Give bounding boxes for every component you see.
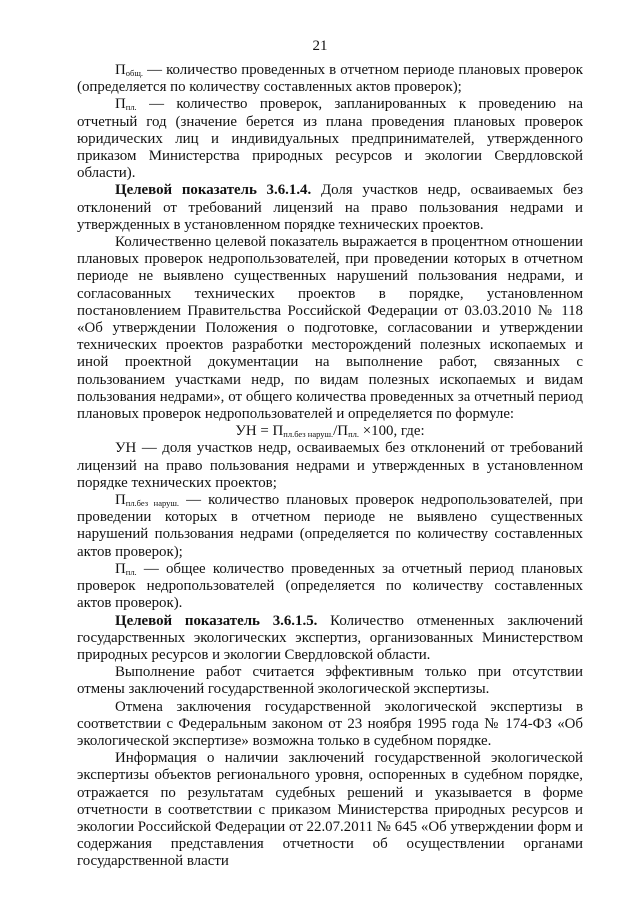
symbol-p: П [115,492,126,509]
indicator-title: Целевой показатель 3.6.1.4. [115,182,312,199]
information-paragraph: Информация о наличии заключений государственной экологической экспертизы объектов регионального уровня, оспоренных в судебном порядке, отражается по результатам судебных решений и указывается в форме отчетности в соответствии с приказом Министерства природных ресурсов и экологии Российской Федерации от 22.07.2011 № 645 «Об утверждении форм и содержания представления отчетности об осуществлении органами государственной власти [77,750,583,870]
formula-part: ×100, где: [359,423,425,440]
indicator-text: Количество отмененных заключений государственных экологических экспертиз, организованных Министерством природных ресурсов и экологии Свердловской области. [77,612,583,663]
symbol-subscript: пл. [125,566,137,577]
definition-text: — количество проверок, запланированных к проведению на отчетный год (значение берется из плана проведения плановых проверок юридических лиц и индивидуальных предпринимателей, утвержденного приказом Министерства природных ресурсов и экологии Свердловской области). [77,96,583,182]
definition-p-bez-narush [77,492,583,561]
performance-paragraph: Выполнение работ считается эффективным только при отсутствии отмены заключений государственной экологической экспертизы. [77,664,583,698]
definition-text: — общее количество проведенных за отчетный период плановых проверок недропользователей (определяется по количеству составленных актов проверок). [77,560,583,612]
formula-part: /П [333,423,349,440]
definition-p-pl-total [77,561,583,613]
formula-subscript: пл.без наруш. [283,429,334,440]
indicator-title: Целевой показатель 3.6.1.5. [115,612,318,629]
symbol-p: П [115,62,126,78]
indicator-3-6-1-5 [77,613,583,665]
definition-p-obsh [77,62,583,96]
symbol-p: П [115,96,126,113]
indicator-text: Доля участков недр, осваиваемых без отклонений от требований лицензий на право пользования недрами и утвержденных в установленном порядке технических проектов. [77,182,584,233]
symbol-subscript: пл. [125,102,137,113]
formula-part: УН = П [235,423,284,440]
symbol-subscript: пл.без наруш. [125,498,180,509]
definition-text: — количество плановых проверок недропользователей, при проведении которых в отчетном периоде не выявлено существенных нарушений пользования недрами (определяется по количеству составленных актов проверок); [77,492,583,560]
page-number: 21 [312,38,328,54]
cancellation-paragraph: Отмена заключения государственной экологической экспертизы в соответствии с Федеральным законом от 23 ноября 1995 года № 174-ФЗ «Об экологической экспертизе» возможна только в судебном порядке. [77,698,583,749]
formula-subscript: пл. [348,429,359,440]
expression-paragraph: Количественно целевой показатель выражается в процентном отношении плановых проверок недропользователей, при проведении которых в отчетном периоде не выявлено существенных нарушений пользования недрами, и согласованных технических проектов в порядке, установленном постановлением Правительства Российской Федерации от 03.03.2010 № 118 «Об утверждении Положения о подготовке, согласовании и утверждении технических проектов разработки месторождений полезных ископаемых и иной проектной документации на выполнение работ, связанных с пользованием участками недр, по видам полезных ископаемых и видам пользования недрами», от общего количества проведенных за отчетный период плановых проверок недропользователей и определяется по формуле: [77,234,583,423]
document-body [77,62,583,871]
definition-un: УН — доля участков недр, осваиваемых без отклонений от требований лицензий на право пользования недрами и утвержденных в установленном порядке технических проектов; [77,440,583,491]
formula [77,423,583,440]
definition-text: — количество проведенных в отчетном периоде плановых проверок (определяется по количеству составленных актов проверок); [77,62,583,96]
definition-p-pl [77,96,583,182]
symbol-p: П [115,560,126,577]
symbol-subscript: общ. [125,68,144,78]
indicator-3-6-1-4 [77,182,583,234]
